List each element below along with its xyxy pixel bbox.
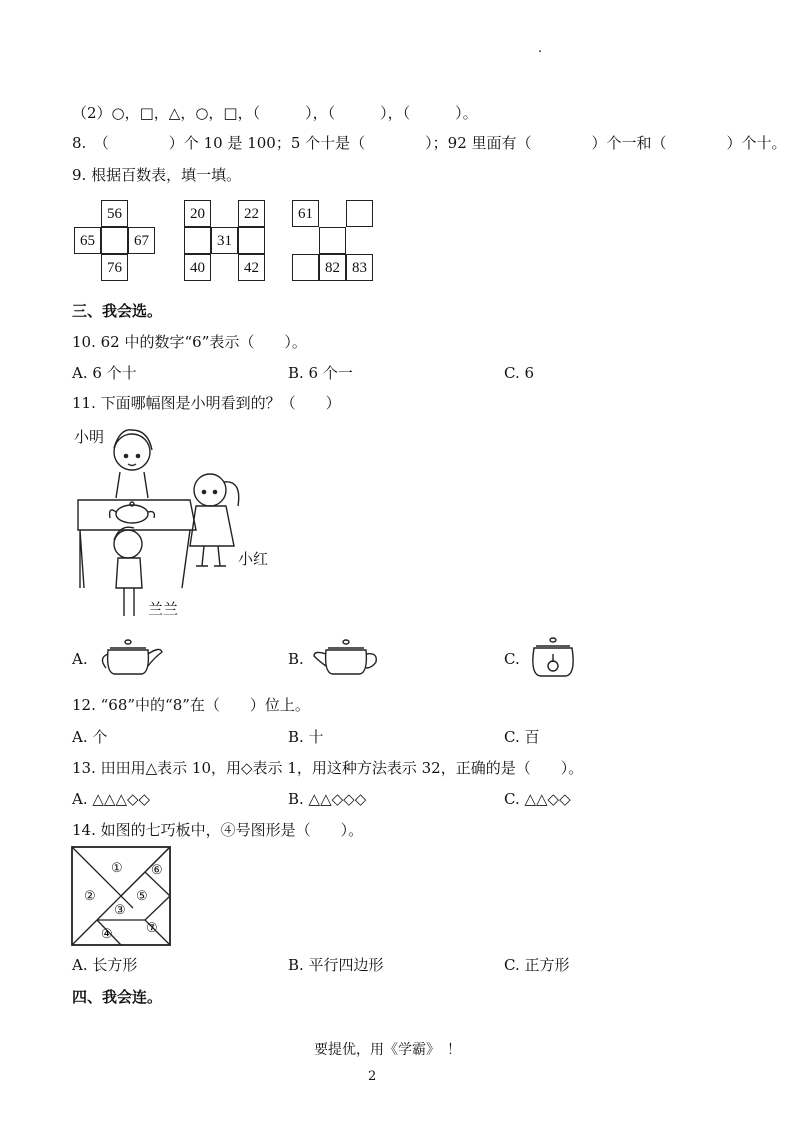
teapot-front-two-sides-icon — [310, 636, 382, 678]
q10-option-b[interactable]: B. 6 个一 — [288, 364, 353, 382]
q13-option-c[interactable]: C. △△◇◇ — [504, 790, 571, 808]
q10-option-c[interactable]: C. 6 — [504, 364, 535, 382]
teapot-back-handle-icon — [526, 634, 580, 680]
grid3-b3: 83 — [346, 254, 373, 281]
question-12: 12. “68”中的“8”在（ ）位上。 — [72, 696, 310, 714]
footer-slogan: 要提优，用《学霸》 ！ — [314, 1042, 461, 1058]
label-lanlan: 兰兰 — [148, 600, 179, 618]
q14-option-a[interactable]: A. 长方形 — [72, 956, 138, 974]
grid1-top: 56 — [101, 200, 128, 227]
section-3-heading: 三、我会选。 — [72, 302, 163, 320]
grid2-mr-blank[interactable] — [238, 227, 265, 254]
grid3-tr-blank[interactable] — [346, 200, 373, 227]
grid1-right: 67 — [128, 227, 155, 254]
q11-option-c[interactable]: C. — [504, 650, 520, 668]
q14-option-c[interactable]: C. 正方形 — [504, 956, 570, 974]
grid2-mid: 31 — [211, 227, 238, 254]
label-xiaohong: 小红 — [238, 550, 269, 568]
question-10: 10. 62 中的数字“6”表示（ ）。 — [72, 333, 307, 351]
label-xiaoming: 小明 — [74, 428, 105, 446]
tangram-piece-5-label: ⑤ — [136, 889, 148, 904]
grid3-mid-blank[interactable] — [319, 227, 346, 254]
q11-option-b[interactable]: B. — [288, 650, 304, 668]
grid2-br: 42 — [238, 254, 265, 281]
question-14: 14. 如图的七巧板中，④号图形是（ ）。 — [72, 821, 364, 839]
grid2-tl: 20 — [184, 200, 211, 227]
q14-option-b[interactable]: B. 平行四边形 — [288, 956, 384, 974]
grid2-ml-blank[interactable] — [184, 227, 211, 254]
tangram-piece-4-label: ④ — [101, 927, 113, 942]
grid1-left: 65 — [74, 227, 101, 254]
question-13: 13. 田田用△表示 10，用◇表示 1，用这种方法表示 32，正确的是（ ）。 — [72, 759, 584, 777]
question-9: 9. 根据百数表，填一填。 — [72, 166, 242, 184]
section-4-heading: 四、我会连。 — [72, 988, 163, 1006]
page-number: 2 — [368, 1069, 377, 1084]
grid2-bl: 40 — [184, 254, 211, 281]
grid1-bottom: 76 — [101, 254, 128, 281]
q12-option-a[interactable]: A. 个 — [72, 728, 108, 746]
q12-option-b[interactable]: B. 十 — [288, 728, 324, 746]
tangram-piece-3-label: ③ — [114, 903, 126, 918]
grid3-b1-blank[interactable] — [292, 254, 319, 281]
top-dot: . — [538, 41, 543, 56]
q13-option-b[interactable]: B. △△◇◇◇ — [288, 790, 367, 808]
q12-option-c[interactable]: C. 百 — [504, 728, 540, 746]
q10-option-a[interactable]: A. 6 个十 — [72, 364, 137, 382]
q13-option-a[interactable]: A. △△△◇◇ — [72, 790, 151, 808]
tangram-piece-1-label: ① — [111, 861, 123, 876]
question-8: 8. （ ）个 10 是 100；5 个十是（ ）；92 里面有（ ）个一和（ ）个十。 — [72, 134, 787, 152]
grid1-center-blank[interactable] — [101, 227, 128, 254]
grid3-tl: 61 — [292, 200, 319, 227]
grid2-tr: 22 — [238, 200, 265, 227]
teapot-side-spout-right-icon — [96, 636, 166, 678]
table-scene-illustration — [70, 420, 290, 620]
tangram-piece-6-label: ⑥ — [151, 863, 163, 878]
grid3-b2: 82 — [319, 254, 346, 281]
tangram-piece-2-label: ② — [84, 889, 96, 904]
tangram-piece-7-label: ⑦ — [146, 921, 158, 936]
q11-option-a[interactable]: A. — [72, 650, 88, 668]
question-7-part-2: （2）○，□，△，○，□，（ ），（ ），（ ）。 — [72, 104, 478, 122]
question-11: 11. 下面哪幅图是小明看到的？（ ） — [72, 394, 341, 412]
